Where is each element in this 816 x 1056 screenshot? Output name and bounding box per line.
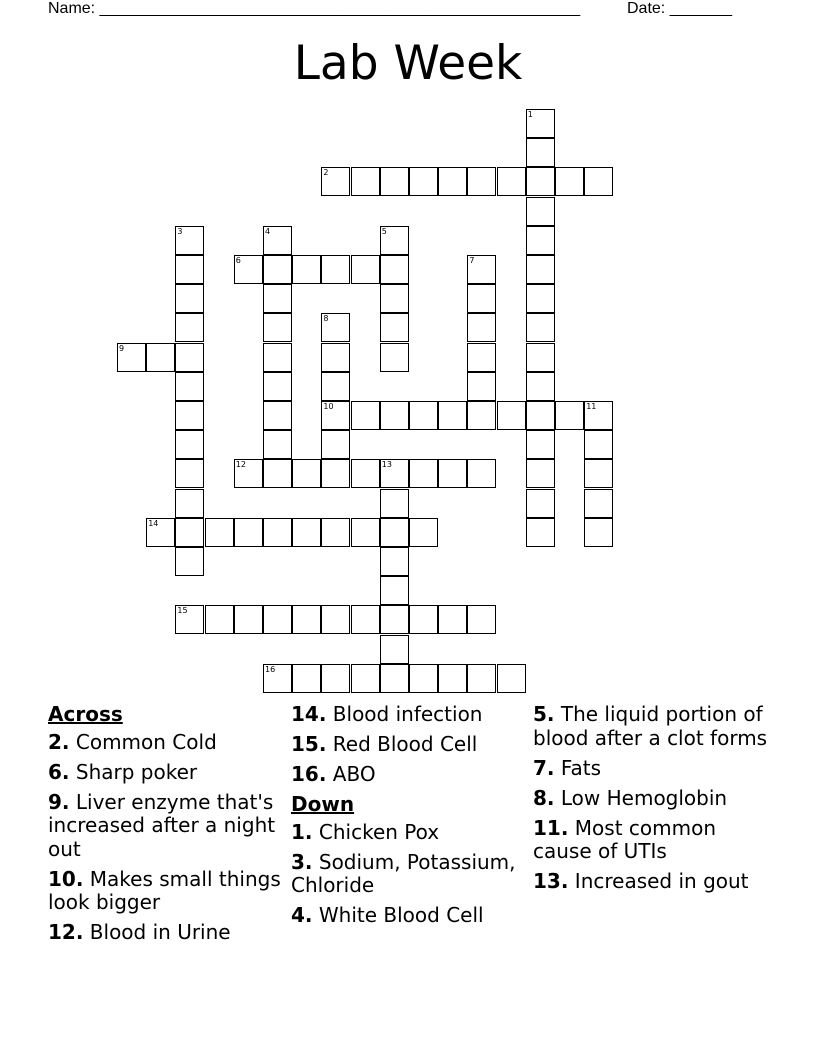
cell-number: 1 [527,110,533,119]
grid-cell[interactable] [555,401,584,430]
grid-cell[interactable] [467,255,496,284]
grid-cell[interactable] [409,167,438,196]
grid-cell[interactable] [321,343,350,372]
clues-column-2 [291,703,531,934]
grid-cell[interactable] [175,605,204,634]
grid-cell[interactable] [380,518,409,547]
grid-cell[interactable] [321,372,350,401]
grid-cell[interactable] [351,401,380,430]
cell-number: 9 [119,343,125,353]
cell-number: 5 [381,226,387,236]
clue-across-14: 14. Blood infection [291,702,483,726]
grid-cell[interactable] [234,605,263,634]
grid-cell[interactable] [584,401,613,430]
grid-cell[interactable] [584,430,613,459]
grid-cell[interactable] [117,343,146,372]
grid-cell[interactable] [292,459,321,488]
cell-number: 16 [265,664,276,674]
grid-cell[interactable] [292,664,321,693]
down-heading: Down [291,792,355,816]
grid-cell[interactable] [321,167,350,196]
grid-cell[interactable] [146,518,175,547]
grid-cell[interactable] [409,518,438,547]
cell-number: 10 [323,402,334,411]
grid-cell[interactable] [175,284,204,313]
clue-across-2: 2. Common Cold [48,729,217,754]
page-title: Lab Week [293,36,523,91]
grid-cell[interactable] [526,255,555,284]
grid-cell[interactable] [497,664,526,693]
cell-number: 11 [586,402,597,411]
grid-cell[interactable] [380,313,409,342]
grid-cell[interactable] [351,459,380,488]
clue-across-10: 10. Makes small things look bigger [48,866,281,914]
grid-cell[interactable] [380,576,409,605]
grid-cell[interactable] [409,401,438,430]
grid-cell[interactable] [526,518,555,547]
grid-cell[interactable] [526,372,555,401]
grid-cell[interactable] [175,547,204,576]
grid-cell[interactable] [467,372,496,401]
grid-cell[interactable] [467,284,496,313]
clue-down-4: 4. White Blood Cell [291,903,484,927]
grid-cell[interactable] [321,313,350,342]
grid-cell[interactable] [321,664,350,693]
grid-cell[interactable] [263,255,292,284]
grid-cell[interactable] [175,518,204,547]
grid-cell[interactable] [175,313,204,342]
grid-cell[interactable] [526,313,555,342]
grid-cell[interactable] [467,605,496,634]
grid-cell[interactable] [321,605,350,634]
grid-cell[interactable] [175,489,204,518]
grid-cell[interactable] [409,664,438,693]
grid-cell[interactable] [380,401,409,430]
grid-cell[interactable] [263,664,292,693]
grid-cell[interactable] [234,518,263,547]
date-field-label: Date: _______ [627,0,732,17]
grid-cell[interactable] [438,664,467,693]
grid-cell[interactable] [526,138,555,167]
cell-number: 13 [381,460,392,470]
grid-cell[interactable] [526,284,555,313]
grid-cell[interactable] [526,226,555,255]
grid-cell[interactable] [467,401,496,430]
name-field-label: Name: ______________________________________________________ [48,0,581,17]
grid-cell[interactable] [205,605,234,634]
clue-across-9: 9. Liver enzyme that's increased after a night out [48,789,276,861]
grid-cell[interactable] [263,226,292,255]
grid-cell[interactable] [263,430,292,459]
grid-cell[interactable] [263,605,292,634]
grid-cell[interactable] [292,255,321,284]
grid-cell[interactable] [438,167,467,196]
grid-cell[interactable] [351,664,380,693]
grid-cell[interactable] [380,547,409,576]
clue-across-12: 12. Blood in Urine [48,920,231,944]
cell-number: 7 [469,256,475,265]
clue-down-11: 11. Most common cause of UTIs [533,815,717,863]
cell-number: 3 [177,226,183,236]
clue-across-6: 6. Sharp poker [48,759,198,784]
grid-cell[interactable] [321,401,350,430]
grid-cell[interactable] [584,167,613,196]
grid-cell[interactable] [351,518,380,547]
grid-cell[interactable] [292,605,321,634]
grid-cell[interactable] [263,459,292,488]
grid-cell[interactable] [526,167,555,196]
clue-down-5: 5. The liquid portion of blood after a clot forms [533,702,768,750]
cell-number: 6 [235,256,241,265]
grid-cell[interactable] [497,167,526,196]
grid-cell[interactable] [351,605,380,634]
grid-cell[interactable] [467,343,496,372]
grid-cell[interactable] [263,372,292,401]
grid-cell[interactable] [263,343,292,372]
grid-cell[interactable] [438,459,467,488]
clue-down-13: 13. Increased in gout [533,869,749,893]
clue-across-15: 15. Red Blood Cell [291,732,478,756]
grid-cell[interactable] [146,343,175,372]
clue-across-16: 16. ABO [291,762,376,786]
grid-cell[interactable] [263,518,292,547]
cell-number: 12 [235,460,246,470]
grid-cell[interactable] [526,401,555,430]
grid-cell[interactable] [321,430,350,459]
across-heading: Across [48,702,123,726]
cell-number: 4 [265,226,271,236]
grid-cell[interactable] [438,401,467,430]
clues-column-1 [48,703,288,951]
grid-cell[interactable] [175,372,204,401]
cell-number: 14 [148,518,159,528]
grid-cell[interactable] [380,255,409,284]
grid-cell[interactable] [263,401,292,430]
grid-cell[interactable] [526,489,555,518]
grid-cell[interactable] [526,430,555,459]
grid-cell[interactable] [175,430,204,459]
grid-cell[interactable] [526,197,555,226]
grid-cell[interactable] [351,255,380,284]
grid-cell[interactable] [351,167,380,196]
grid-cell[interactable] [467,167,496,196]
grid-cell[interactable] [555,167,584,196]
clue-down-3: 3. Sodium, Potassium, Chloride [291,849,516,897]
grid-cell[interactable] [263,284,292,313]
grid-cell[interactable] [467,459,496,488]
grid-cell[interactable] [321,255,350,284]
cell-number: 8 [323,314,329,324]
grid-cell[interactable] [380,459,409,488]
grid-cell[interactable] [292,518,321,547]
grid-cell[interactable] [234,255,263,284]
grid-cell[interactable] [175,226,204,255]
grid-cell[interactable] [175,255,204,284]
grid-cell[interactable] [234,459,263,488]
grid-cell[interactable] [584,459,613,488]
grid-cell[interactable] [526,343,555,372]
grid-cell[interactable] [175,343,204,372]
grid-cell[interactable] [438,605,467,634]
grid-cell[interactable] [409,605,438,634]
grid-cell[interactable] [380,226,409,255]
grid-cell[interactable] [175,459,204,488]
grid-cell[interactable] [497,401,526,430]
clue-down-7: 7. Fats [533,755,602,780]
cell-number: 15 [177,606,188,616]
grid-cell[interactable] [380,489,409,518]
grid-cell[interactable] [409,459,438,488]
grid-cell[interactable] [321,459,350,488]
clue-down-8: 8. Low Hemoglobin [533,785,728,810]
grid-cell[interactable] [321,518,350,547]
grid-cell[interactable] [584,518,613,547]
grid-cell[interactable] [175,401,204,430]
grid-cell[interactable] [526,459,555,488]
grid-cell[interactable] [380,664,409,693]
grid-cell[interactable] [526,109,555,138]
grid-cell[interactable] [584,489,613,518]
grid-cell[interactable] [380,284,409,313]
grid-cell[interactable] [467,664,496,693]
grid-cell[interactable] [263,313,292,342]
cell-number: 2 [323,168,329,178]
grid-cell[interactable] [467,313,496,342]
clues-column-3 [533,703,773,900]
grid-cell[interactable] [380,167,409,196]
grid-cell[interactable] [380,605,409,634]
grid-cell[interactable] [205,518,234,547]
grid-cell[interactable] [380,635,409,664]
grid-cell[interactable] [380,343,409,372]
clue-down-1: 1. Chicken Pox [291,819,440,844]
